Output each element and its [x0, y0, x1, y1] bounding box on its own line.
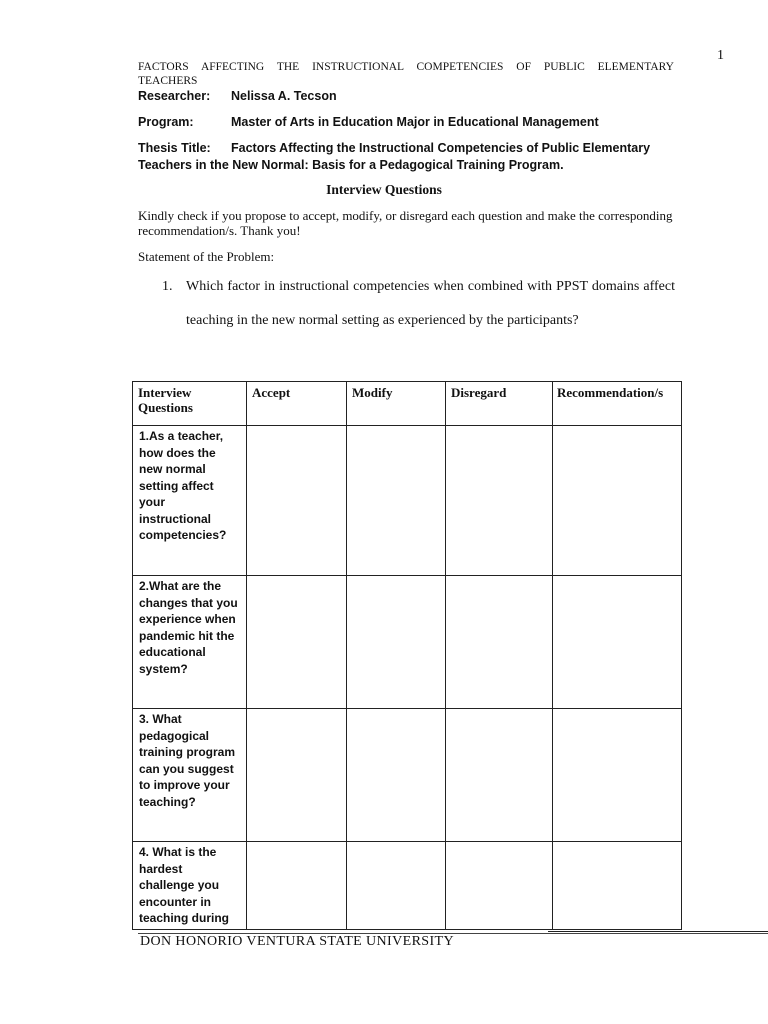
accept-cell[interactable] [247, 842, 347, 930]
recommendation-cell[interactable] [553, 426, 682, 576]
page-number: 1 [717, 48, 724, 63]
recommendation-cell[interactable] [553, 709, 682, 842]
header-recommendations: Recommendation/s [553, 382, 682, 426]
table-row [133, 709, 682, 842]
footer-divider [548, 931, 768, 932]
program-label: Program: [138, 115, 194, 129]
researcher-value: Nelissa A. Tecson [231, 89, 337, 103]
document-title [138, 60, 674, 88]
statement-of-problem-label: Statement of the Problem: [138, 249, 275, 264]
question-cell: 2.What are the changes that you experience when pandemic hit the educational system? [133, 576, 247, 709]
question-cell: 1.As a teacher, how does the new normal setting affect your instructional competencies? [133, 426, 247, 576]
document-title-line-2: TEACHERS [138, 75, 198, 87]
thesis-title-label: Thesis Title: [138, 141, 211, 155]
interview-questions-table [132, 381, 682, 930]
table-row [133, 426, 682, 576]
modify-cell[interactable] [347, 576, 446, 709]
recommendation-cell[interactable] [553, 842, 682, 930]
modify-cell[interactable] [347, 709, 446, 842]
modify-cell[interactable] [347, 426, 446, 576]
document-title-line-1: FACTORS AFFECTING THE INSTRUCTIONAL COMPETENCIES OF PUBLIC ELEMENTARY [138, 61, 674, 73]
thesis-title-value: Factors Affecting the Instructional Competencies of Public Elementary [231, 141, 651, 155]
disregard-cell[interactable] [446, 426, 553, 576]
footer-university: DON HONORIO VENTURA STATE UNIVERSITY [140, 934, 455, 949]
table-row [133, 576, 682, 709]
table-row [133, 842, 682, 930]
header-interview-questions: Interview Questions [133, 382, 247, 426]
accept-cell[interactable] [247, 576, 347, 709]
researcher-label: Researcher: [138, 89, 211, 103]
section-heading: Interview Questions [326, 182, 442, 197]
accept-cell[interactable] [247, 426, 347, 576]
instructions-paragraph: Kindly check if you propose to accept, modify, or disregard each question and make the corresponding recommendation/s. Thank you! [138, 208, 673, 238]
program-value: Master of Arts in Education Major in Educational Management [231, 115, 599, 129]
problem-item-number: 1. [162, 279, 173, 294]
modify-cell[interactable] [347, 842, 446, 930]
disregard-cell[interactable] [446, 576, 553, 709]
problem-item-text: Which factor in instructional competencies when combined with PPST domains affect teaching in the new normal setting as experienced by the participants? [186, 279, 675, 328]
accept-cell[interactable] [247, 709, 347, 842]
disregard-cell[interactable] [446, 709, 553, 842]
thesis-title-value-cont: Teachers in the New Normal: Basis for a Pedagogical Training Program. [138, 158, 564, 172]
header-modify: Modify [347, 382, 446, 426]
recommendation-cell[interactable] [553, 576, 682, 709]
header-accept: Accept [247, 382, 347, 426]
disregard-cell[interactable] [446, 842, 553, 930]
header-disregard: Disregard [446, 382, 553, 426]
question-cell: 4. What is the hardest challenge you encounter in teaching during [133, 842, 247, 930]
question-cell: 3. What pedagogical training program can you suggest to improve your teaching? [133, 709, 247, 842]
table-header-row [133, 382, 682, 426]
